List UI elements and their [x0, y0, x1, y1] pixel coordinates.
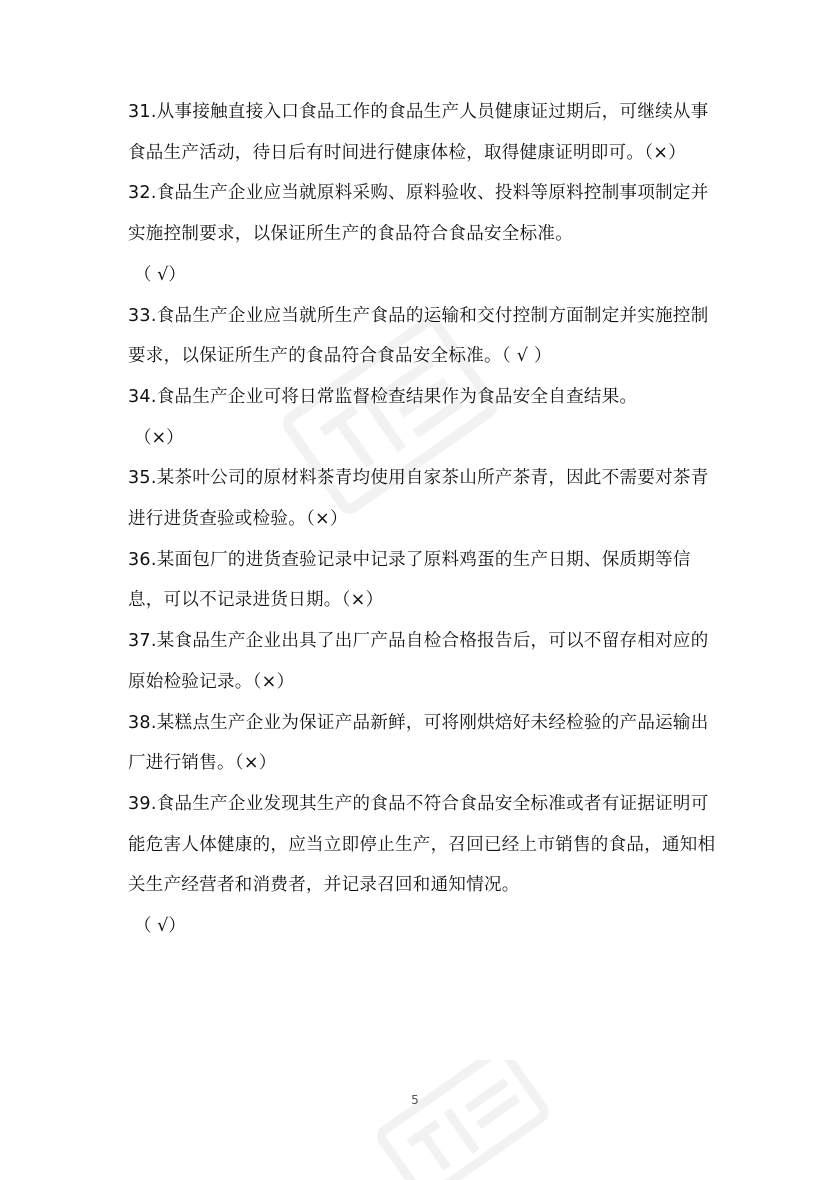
question-39: 39.食品生产企业发现其生产的食品不符合食品安全标准或者有证据证明可能危害人体健康的，应当立即停止生产，召回已经上市销售的食品，通知相关生产经营者和消费者，并记录召回和通知情况。 [128, 793, 716, 896]
question-34-answer: （×） [134, 427, 184, 448]
question-37: 37.某食品生产企业出具了出厂产品自检合格报告后，可以不留存相对应的原始检验记录。（×） [128, 631, 709, 692]
question-32-answer: （ √） [134, 264, 186, 285]
question-36: 36.某面包厂的进货查验记录中记录了原料鸡蛋的生产日期、保质期等信息，可以不记录进货日期。（×） [128, 549, 691, 611]
question-32: 32.食品生产企业应当就原料采购、原料验收、投料等原料控制事项制定并实施控制要求，以保证所生产的食品符合食品安全标准。 [128, 183, 709, 245]
question-34: 34.食品生产企业可将日常监督检查结果作为食品安全自查结果。 [128, 386, 638, 407]
question-33: 33.食品生产企业应当就所生产食品的运输和交付控制方面制定并实施控制要求，以保证所生产的食品符合食品安全标准。（ √ ） [128, 305, 709, 367]
question-39-answer: （ √） [134, 916, 186, 937]
question-list [128, 92, 720, 947]
question-31: 31.从事接触直接入口食品工作的食品生产人员健康证过期后，可继续从事食品生产活动，待日后有时间进行健康体检，取得健康证明即可。（×） [128, 102, 709, 163]
page-number: 5 [411, 1093, 419, 1107]
watermark-logo-icon [360, 1060, 560, 1180]
question-35: 35.某茶叶公司的原材料茶青均使用自家茶山所产茶青，因此不需要对茶青进行进货查验或检验。（×） [128, 468, 709, 530]
question-38: 38.某糕点生产企业为保证产品新鲜，可将刚烘焙好未经检验的产品运输出厂进行销售。（×） [128, 712, 709, 774]
